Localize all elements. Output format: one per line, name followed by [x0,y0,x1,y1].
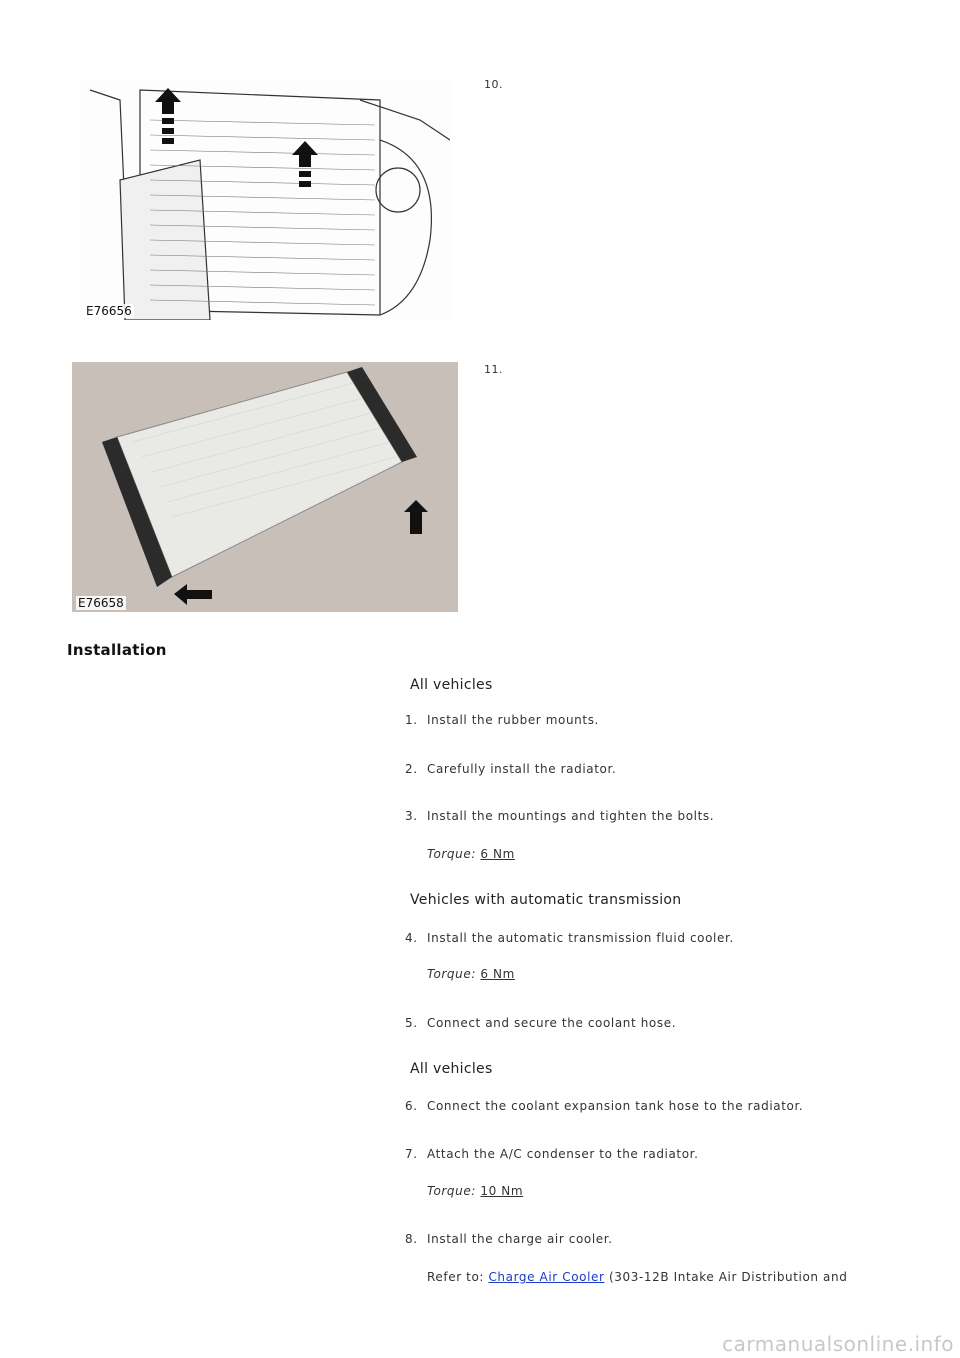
torque-value-link[interactable]: 6 Nm [480,967,515,981]
step-item: 5. Connect and secure the coolant hose. [405,1016,677,1030]
step-item: 3. Install the mountings and tighten the bolts. [405,809,715,823]
reference-line: Refer to: Charge Air Cooler (303-12B Intake Air Distribution and [427,1270,848,1284]
arrow-left-icon [174,584,212,605]
step-item: 6. Connect the coolant expansion tank hose to the radiator. [405,1099,804,1113]
torque-spec: Torque: 6 Nm [427,847,515,861]
torque-spec: Torque: 10 Nm [427,1184,524,1198]
step-item: 4. Install the automatic transmission fluid cooler. [405,931,734,945]
step-item: 8. Install the charge air cooler. [405,1232,613,1246]
figure-label: E76658 [78,596,124,610]
radiator-removal-illustration [80,80,450,320]
group-heading: Vehicles with automatic transmission [410,892,682,908]
group-heading: All vehicles [410,1061,493,1077]
figure-step-number: 11. [484,363,503,376]
radiator-photo [72,362,458,612]
watermark: carmanualsonline.info [722,1332,954,1356]
section-title: Installation [67,641,167,659]
torque-value-link[interactable]: 10 Nm [480,1184,524,1198]
figure-label: E76656 [86,304,132,318]
step-item: 1. Install the rubber mounts. [405,713,599,727]
torque-spec: Torque: 6 Nm [427,967,515,981]
figure-e76656 [80,80,450,320]
group-heading: All vehicles [410,677,493,693]
step-item: 7. Attach the A/C condenser to the radiator. [405,1147,699,1161]
charge-air-cooler-link[interactable]: Charge Air Cooler [488,1270,605,1284]
step-item: 2. Carefully install the radiator. [405,762,617,776]
figure-e76658 [72,362,458,612]
arrow-up-icon [404,500,428,534]
figure-step-number: 10. [484,78,503,91]
torque-value-link[interactable]: 6 Nm [480,847,515,861]
